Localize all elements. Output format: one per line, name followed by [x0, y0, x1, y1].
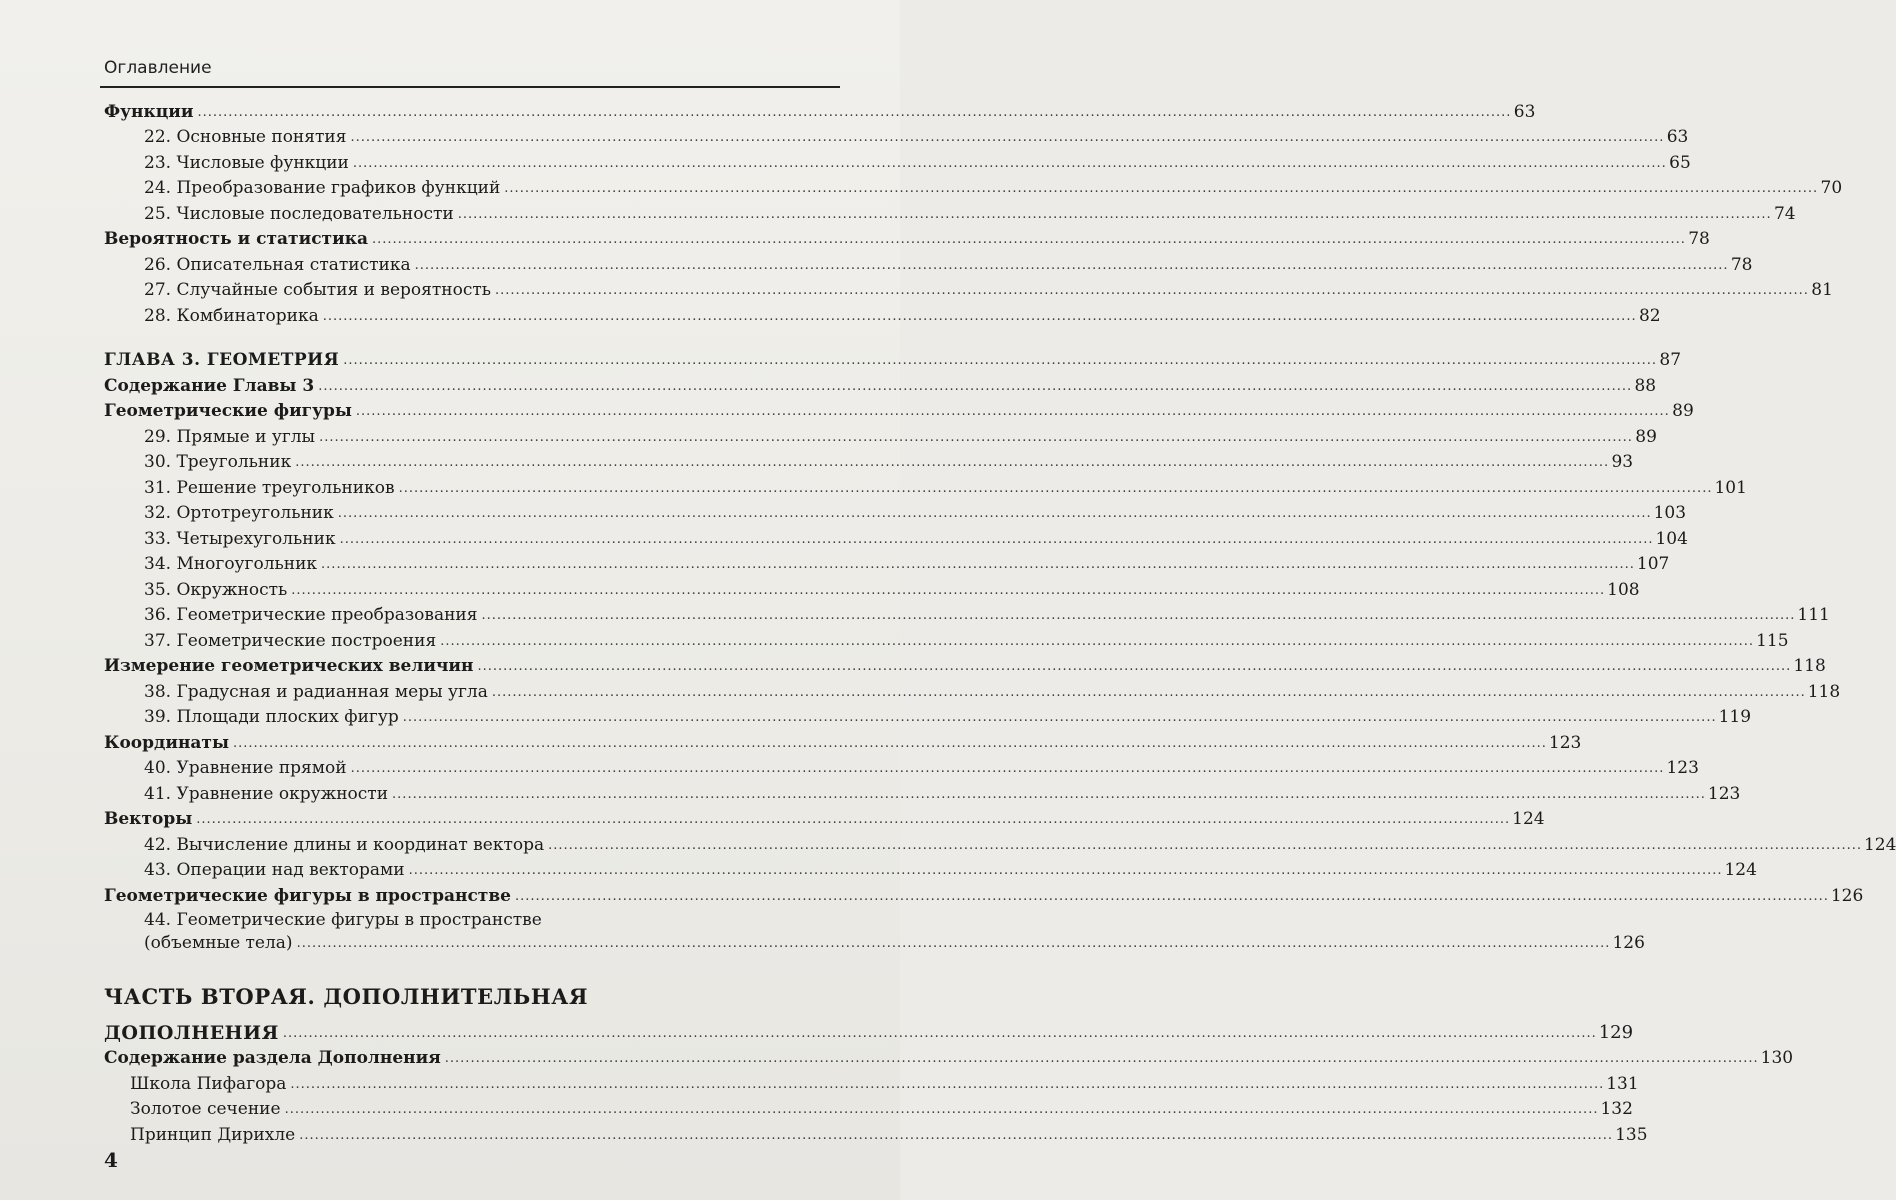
toc-section[interactable] — [104, 1044, 1794, 1070]
toc-page-number: 107 — [1636, 554, 1670, 574]
toc-page-number: 135 — [1615, 1124, 1648, 1145]
toc-title: Геометрические фигуры — [104, 401, 352, 421]
dot-leader: ................................................................................................................................................................................................................................................................ — [337, 506, 1652, 521]
toc-page-number: 123 — [1707, 783, 1741, 804]
toc-section[interactable] — [104, 728, 1582, 754]
toc-title: Принцип Дирихле — [130, 1124, 296, 1145]
toc-page-number: 78 — [1688, 229, 1710, 249]
toc-entry[interactable] — [104, 1095, 1633, 1121]
table-of-contents — [104, 97, 1896, 1146]
dot-leader: ................................................................................................................................................................................................................................................................ — [504, 181, 1819, 196]
toc-title: 23. Числовые функции — [144, 152, 349, 173]
toc-entry[interactable] — [104, 601, 1830, 627]
dot-leader: ................................................................................................................................................................................................................................................................ — [481, 608, 1796, 623]
toc-title: Векторы — [104, 809, 193, 829]
toc-title: Координаты — [104, 732, 230, 753]
running-head: Оглавление — [104, 58, 212, 78]
toc-page-number: 88 — [1634, 375, 1657, 396]
dot-leader: ................................................................................................................................................................................................................................................................ — [296, 935, 1611, 951]
toc-entry[interactable] — [104, 524, 1688, 550]
toc-entry[interactable] — [104, 1120, 1648, 1146]
toc-page-number: 87 — [1659, 350, 1682, 370]
toc-section[interactable] — [104, 397, 1694, 423]
dot-leader: ................................................................................................................................................................................................................................................................ — [339, 531, 1654, 547]
toc-page-number: 63 — [1666, 127, 1689, 147]
dot-leader: ................................................................................................................................................................................................................................................................ — [355, 404, 1670, 419]
dot-leader: ................................................................................................................................................................................................................................................................ — [444, 1051, 1759, 1066]
toc-entry[interactable] — [104, 677, 1841, 703]
dot-leader: ................................................................................................................................................................................................................................................................ — [233, 735, 1547, 751]
toc-title: 29. Прямые и углы — [144, 426, 316, 447]
toc-page-number: 132 — [1600, 1099, 1633, 1119]
toc-page-number: 63 — [1513, 101, 1536, 122]
toc-title: ДОПОЛНЕНИЯ — [104, 1021, 279, 1044]
toc-page-number: 78 — [1730, 254, 1753, 275]
dot-leader: ................................................................................................................................................................................................................................................................ — [196, 812, 1511, 827]
toc-page-number: 118 — [1793, 656, 1826, 676]
dot-leader: ................................................................................................................................................................................................................................................................ — [402, 710, 1717, 725]
toc-title: Золотое сечение — [130, 1099, 281, 1119]
toc-chapter[interactable] — [104, 346, 1682, 372]
dot-leader: ................................................................................................................................................................................................................................................................ — [392, 786, 1706, 802]
toc-entry[interactable] — [104, 907, 842, 931]
toc-entry[interactable] — [104, 448, 1634, 474]
dot-leader: ................................................................................................................................................................................................................................................................ — [548, 837, 1862, 853]
toc-section[interactable] — [104, 225, 1710, 251]
toc-page-number: 82 — [1638, 305, 1661, 326]
dot-leader: ................................................................................................................................................................................................................................................................ — [295, 455, 1610, 470]
toc-page-number: 131 — [1606, 1073, 1639, 1094]
toc-page-number: 124 — [1512, 809, 1545, 829]
toc-page-number: 65 — [1669, 152, 1691, 173]
toc-entry[interactable] — [104, 174, 1843, 200]
toc-title: (объемные тела) — [144, 932, 293, 953]
toc-title: 39. Площади плоских фигур — [144, 707, 399, 727]
toc-page-number: 123 — [1666, 758, 1699, 778]
toc-page-number: 119 — [1718, 707, 1752, 727]
toc-page-number: 103 — [1653, 503, 1687, 523]
toc-page-number: 129 — [1598, 1021, 1634, 1043]
toc-entry[interactable] — [104, 473, 1747, 499]
toc-title: 32. Ортотреугольник — [144, 503, 334, 523]
dot-leader: ................................................................................................................................................................................................................................................................ — [343, 353, 1658, 368]
toc-title: Содержание Главы 3 — [104, 375, 315, 396]
toc-page-number: 118 — [1807, 681, 1841, 702]
dot-leader: ................................................................................................................................................................................................................................................................ — [284, 1102, 1599, 1117]
toc-entry[interactable] — [104, 276, 1833, 302]
toc-title: 27. Случайные события и вероятность — [144, 280, 492, 300]
toc-section[interactable] — [104, 652, 1826, 678]
dot-leader: ................................................................................................................................................................................................................................................................ — [350, 130, 1665, 145]
dot-leader: ................................................................................................................................................................................................................................................................ — [322, 308, 1637, 324]
toc-title: Функции — [104, 101, 194, 122]
page-number: 4 — [104, 1148, 118, 1172]
toc-section[interactable] — [104, 97, 1536, 123]
toc-page-number: 89 — [1672, 401, 1694, 421]
toc-title: 31. Решение треугольников — [144, 477, 395, 498]
toc-part-title: ЧАСТЬ ВТОРАЯ. ДОПОЛНИТЕЛЬНАЯ — [104, 983, 589, 1009]
toc-page-number: 111 — [1797, 605, 1830, 625]
toc-title: 33. Четырехугольник — [144, 528, 336, 549]
dot-leader: ................................................................................................................................................................................................................................................................ — [491, 684, 1806, 700]
toc-title: 36. Геометрические преобразования — [144, 605, 478, 625]
toc-entry-continuation[interactable] — [104, 931, 1645, 954]
toc-title: 38. Градусная и радианная меры угла — [144, 681, 488, 702]
toc-entry[interactable] — [104, 422, 1657, 448]
dot-leader: ................................................................................................................................................................................................................................................................ — [477, 659, 1792, 674]
dot-leader: ................................................................................................................................................................................................................................................................ — [440, 633, 1755, 649]
toc-entry[interactable] — [104, 199, 1796, 225]
toc-entry[interactable] — [104, 779, 1741, 805]
toc-page-number: 93 — [1611, 452, 1634, 472]
dot-leader: ................................................................................................................................................................................................................................................................ — [514, 888, 1829, 904]
toc-title: 37. Геометрические построения — [144, 630, 437, 651]
dot-leader: ................................................................................................................................................................................................................................................................ — [319, 429, 1633, 445]
toc-page-number: 108 — [1607, 579, 1640, 600]
toc-entry[interactable] — [104, 626, 1789, 652]
toc-page-number: 123 — [1548, 732, 1582, 753]
toc-section[interactable] — [104, 371, 1657, 397]
toc-title: 34. Многоугольник — [144, 554, 318, 574]
dot-leader: ................................................................................................................................................................................................................................................................ — [495, 283, 1809, 298]
dot-leader: ................................................................................................................................................................................................................................................................ — [299, 1127, 1614, 1143]
toc-entry[interactable] — [104, 301, 1661, 327]
toc-entry[interactable] — [104, 499, 1687, 525]
toc-title: 44. Геометрические фигуры в пространстве — [144, 909, 542, 930]
toc-title: 28. Комбинаторика — [144, 305, 319, 326]
toc-page-number: 104 — [1655, 528, 1688, 549]
toc-entry[interactable] — [104, 703, 1752, 729]
toc-title: 22. Основные понятия — [144, 127, 347, 147]
dot-leader: ................................................................................................................................................................................................................................................................ — [350, 761, 1665, 776]
toc-title: Вероятность и статистика — [104, 229, 368, 249]
toc-section[interactable] — [104, 805, 1545, 831]
toc-title: 24. Преобразование графиков функций — [144, 178, 501, 198]
toc-page-number: 130 — [1760, 1048, 1794, 1068]
dot-leader: ................................................................................................................................................................................................................................................................ — [197, 104, 1512, 120]
dot-leader: ................................................................................................................................................................................................................................................................ — [290, 1076, 1605, 1092]
toc-part-section[interactable] — [104, 1014, 1634, 1044]
toc-title: 42. Вычисление длины и координат вектора — [144, 834, 545, 855]
toc-title: 40. Уравнение прямой — [144, 758, 347, 778]
toc-title: Школа Пифагора — [130, 1073, 287, 1094]
toc-page-number: 124 — [1724, 860, 1757, 880]
toc-entry[interactable] — [104, 148, 1691, 174]
toc-title: 26. Описательная статистика — [144, 254, 411, 275]
toc-page-number: 115 — [1756, 630, 1789, 651]
toc-page-number: 101 — [1714, 477, 1747, 498]
dot-leader: ................................................................................................................................................................................................................................................................ — [371, 232, 1686, 247]
toc-title: ГЛАВА 3. ГЕОМЕТРИЯ — [104, 350, 340, 370]
dot-leader: ................................................................................................................................................................................................................................................................ — [318, 378, 1633, 394]
toc-entry[interactable] — [104, 754, 1699, 780]
dot-leader: ................................................................................................................................................................................................................................................................ — [457, 206, 1772, 222]
toc-title: Геометрические фигуры в пространстве — [104, 885, 511, 906]
toc-title: 25. Числовые последовательности — [144, 203, 454, 224]
toc-page-number: 124 — [1863, 834, 1896, 855]
toc-title: 35. Окружность — [144, 579, 288, 600]
dot-leader: ................................................................................................................................................................................................................................................................ — [398, 480, 1713, 496]
dot-leader: ................................................................................................................................................................................................................................................................ — [291, 582, 1606, 598]
toc-page-number: 126 — [1612, 932, 1645, 953]
toc-title: 41. Уравнение окружности — [144, 783, 389, 804]
toc-page-number: 89 — [1635, 426, 1657, 447]
toc-title: 43. Операции над векторами — [144, 860, 405, 880]
toc-section[interactable] — [104, 881, 1864, 907]
toc-title: Содержание раздела Дополнения — [104, 1048, 441, 1068]
toc-page-number: 74 — [1773, 203, 1796, 224]
toc-title: Измерение геометрических величин — [104, 656, 474, 676]
toc-page-number: 126 — [1830, 885, 1864, 906]
toc-page-number: 70 — [1820, 178, 1843, 198]
dot-leader: ................................................................................................................................................................................................................................................................ — [282, 1025, 1597, 1041]
toc-entry[interactable] — [104, 1069, 1639, 1095]
dot-leader: ................................................................................................................................................................................................................................................................ — [408, 863, 1723, 878]
dot-leader: ................................................................................................................................................................................................................................................................ — [321, 557, 1635, 572]
toc-entry[interactable] — [104, 123, 1689, 149]
toc-entry[interactable] — [104, 856, 1757, 882]
dot-leader: ................................................................................................................................................................................................................................................................ — [352, 155, 1667, 171]
toc-title: 30. Треугольник — [144, 452, 292, 472]
toc-entry[interactable] — [104, 250, 1753, 276]
dot-leader: ................................................................................................................................................................................................................................................................ — [414, 257, 1729, 273]
toc-entry[interactable] — [104, 550, 1670, 576]
toc-page-number: 81 — [1811, 280, 1833, 300]
toc-entry[interactable] — [104, 830, 1896, 856]
header-rule — [100, 86, 840, 88]
toc-entry[interactable] — [104, 575, 1640, 601]
